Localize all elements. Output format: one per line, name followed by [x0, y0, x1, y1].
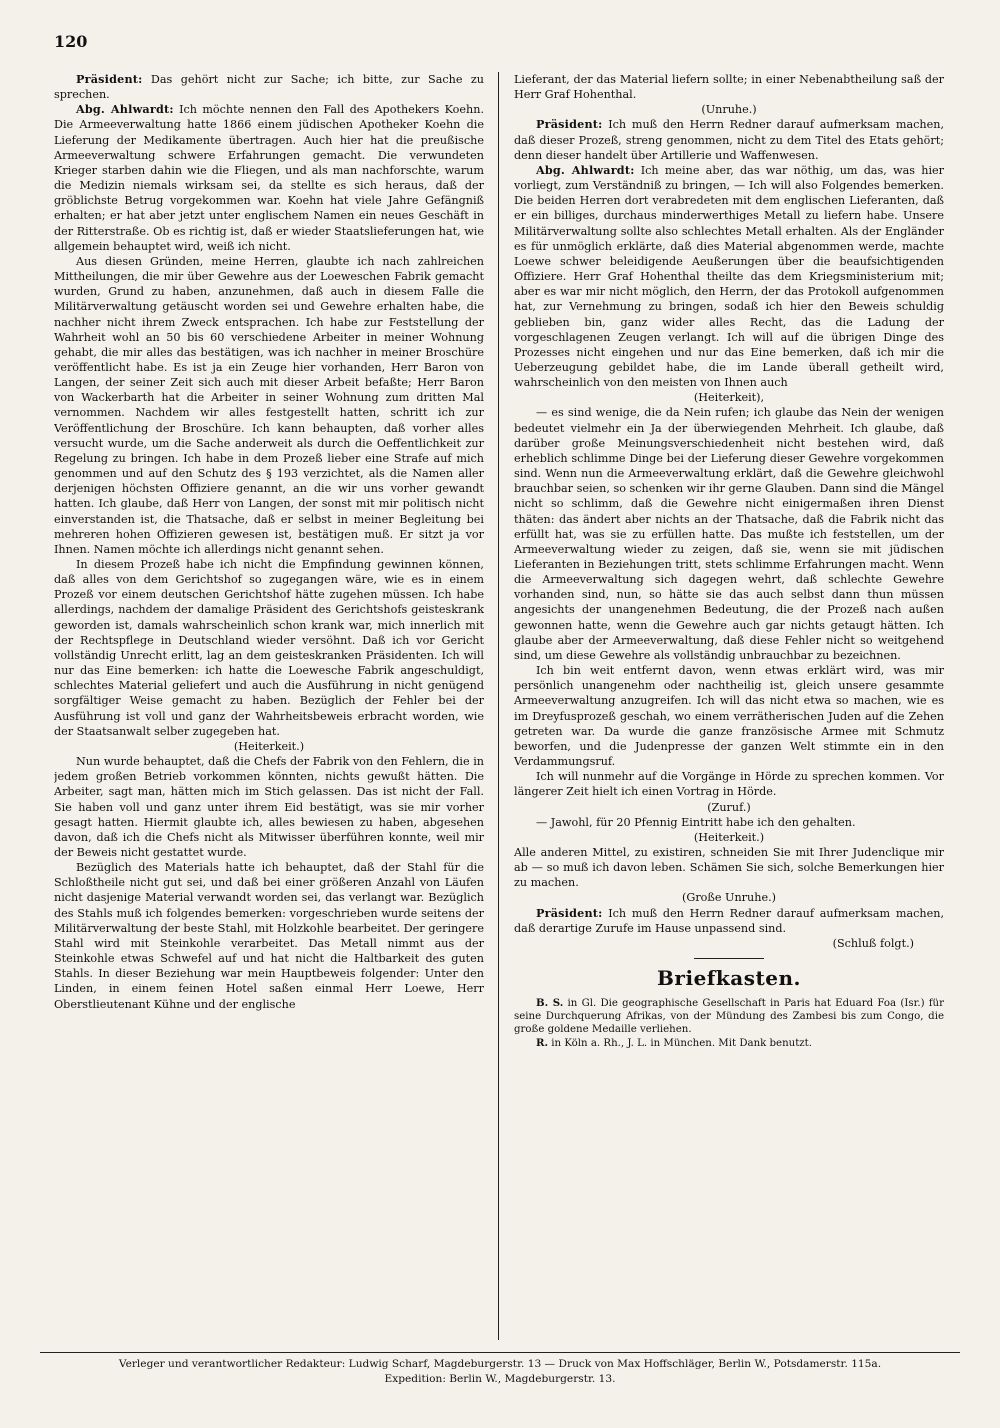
body-paragraph	[54, 557, 484, 739]
paragraph-text: Alle anderen Mittel, zu existiren, schneiden Sie mit Ihrer Judenclique mir ab — so muß ich davon leben. Schämen Sie sich, solche Bemerkungen hier zu machen.	[514, 845, 944, 890]
briefkasten-entry	[514, 1037, 944, 1050]
imprint-line-expedition: Expedition: Berlin W., Magdeburgerstr. 13.	[384, 1373, 616, 1385]
imprint-footer	[40, 1352, 960, 1387]
speaker-name: Abg. Ahlwardt:	[536, 162, 635, 177]
body-paragraph	[514, 769, 944, 799]
body-paragraph	[514, 663, 944, 769]
interjection: (Große Unruhe.)	[682, 891, 776, 905]
paragraph-text: Lieferant, der das Material liefern sollte; in einer Nebenabtheilung saß der Herr Graf Hohenthal.	[514, 73, 944, 102]
paragraph-text: Ich will nunmehr auf die Vorgänge in Hörde zu sprechen kommen. Vor längerer Zeit hielt ich einen Vortrag in Hörde.	[514, 770, 944, 799]
right-column	[514, 72, 944, 1334]
left-column	[54, 72, 484, 1334]
imprint-line-publisher: Verleger und verantwortlicher Redakteur: Ludwig Scharf, Magdeburgerstr. 13 — Druck von Max Hoffschläger, Berlin W., Potsdamerstr. 115a.	[118, 1358, 882, 1370]
section-rule	[694, 958, 764, 959]
continued-note: (Schluß folgt.)	[832, 936, 914, 950]
paragraph-text: Ich möchte nennen den Fall des Apothekers Koehn. Die Armeeverwaltung hatte 1866 einem jüdischen Apotheker Koehn die Lieferung der Medikamente übertragen. Auch hier hat die preußische Armeeverwaltung schwere Erfahrungen gemacht. Die verwundeten Krieger starben dahin wie die Fliegen, und als man nachforschte, warum die Medizin niemals wirksam sei, da stellte es sich heraus, daß der gröblichste Betrug vorgekommen war. Koehn hat viele Jahre Gefängniß erhalten; er hat aber jetzt unter englischem Namen ein neues Geschäft in der Ritterstraße. Ob es richtig ist, daß er wieder Staatslieferungen hat, wie allgemein behauptet wird, weiß ich nicht.	[54, 103, 484, 253]
paragraph-text: — es sind wenige, die da Nein rufen; ich glaube das Nein der wenigen bedeutet vielmehr ein Ja der überwiegenden Mehrheit. Ich glaube, daß darüber große Meinungsverschiedenheit nicht bestehen wird, daß erheblich schlimme Dinge bei der Lieferung dieser Gewehre vorgekommen sind. Wenn nun die Armeeverwaltung erklärt, daß die Gewehre gleichwohl brauchbar seien, so schenken wir ihr gerne Glauben. Dann sind die Mängel nicht so schlimm, daß die Gewehre nicht einigermaßen ihren Dienst thäten: das ändert aber nichts an der Thatsache, daß die Fabrik nicht das erfüllt hat, was sie zu erfüllen hatte. Das mußte ich feststellen, um der Armeeverwaltung wieder zu zeigen, daß sie, wenn sie mit jüdischen Lieferanten in Beziehungen tritt, stets schlimme Erfahrungen macht. Wenn die Armeeverwaltung sich dagegen wehrt, daß schlechte Gewehre vorhanden sind, nun, so hätte sie das auch selbst dann thun müssen angesichts der unangenehmen Bedeutung, die der Prozeß nach außen gewonnen hatte, wenn die Gewehre auch gar nichts getaugt hätten. Ich glaube aber der Armeeverwaltung, daß diese Fehler nicht so weitgehend sind, um diese Gewehre als vollständig unbrauchbar zu bezeichnen.	[514, 406, 944, 662]
briefkasten-title: Briefkasten.	[657, 966, 801, 991]
correspondent-code: B. S.	[536, 997, 564, 1010]
body-paragraph	[514, 72, 944, 102]
body-paragraph	[54, 254, 484, 557]
body-paragraph	[514, 405, 944, 663]
interjection: (Heiterkeit.)	[693, 830, 765, 844]
entry-text: in Gl. Die geographische Gesellschaft in Paris hat Eduard Foa (Isr.) für seine Durchquerung Afrikas, von der Mündung des Zambesi bis zum Congo, die große goldene Medaille verliehen.	[514, 998, 944, 1036]
briefkasten-entry	[514, 997, 944, 1037]
speech-paragraph	[514, 906, 944, 936]
entry-text: in Köln a. Rh., J. L. in München. Mit Dank benutzt.	[551, 1037, 813, 1049]
body-paragraph	[514, 815, 944, 830]
interjection: (Heiterkeit.)	[233, 739, 305, 753]
paragraph-text: Ich bin weit entfernt davon, wenn etwas erklärt wird, was mir persönlich unangenehm oder nachtheilig ist, gleich unsere gesammte Armeeverwaltung anzugreifen. Ich will das nicht etwa so machen, wie es im Dreyfusprozeß geschah, wo einem verrätherischen Juden auf die Zehen getreten war. Da wurde die ganze französische Armee mit Schmutz beworfen, und die Judenpresse der ganzen Welt stimmte ein in den Verdammungsruf.	[514, 664, 944, 769]
body-paragraph	[514, 845, 944, 890]
correspondent-code: R.	[536, 1036, 549, 1049]
paragraph-text: Das gehört nicht zur Sache; ich bitte, zur Sache zu sprechen.	[54, 73, 484, 102]
interjection: (Zuruf.)	[707, 800, 751, 814]
speaker-name: Abg. Ahlwardt:	[76, 102, 174, 117]
interjection: (Unruhe.)	[701, 103, 757, 117]
speech-paragraph	[54, 102, 484, 254]
body-paragraph	[54, 860, 484, 1012]
paragraph-text: Aus diesen Gründen, meine Herren, glaubte ich nach zahlreichen Mittheilungen, die mir über Gewehre aus der Loeweschen Fabrik gemacht wurden, Grund zu haben, anzunehmen, daß auch in diesem Falle die Militärverwaltung getäuscht worden sei und Gewehre erhalten habe, die nachher nicht ihrem Zweck entsprachen. Ich habe zur Feststellung der Wahrheit wohl an 50 bis 60 verschiedene Arbeiter in meiner Wohnung gehabt, die mir alles das bestätigen, was ich nachher in meiner Broschüre veröffentlicht habe. Es ist ja ein Zeuge hier vorhanden, Herr Baron von Langen, der seiner Zeit sich auch mit dieser Arbeit befaßte; Herr Baron von Wackerbarth hat die Arbeiter in seiner Wohnung zum dritten Mal vernommen. Nachdem wir alles festgestellt hatten, schritt ich zur Veröffentlichung der Broschüre. Ich kann behaupten, daß vorher alles versucht wurde, um die Sache anderweit als durch die Oeffentlichkeit zur Regelung zu bringen. Ich habe in dem Prozeß lieber eine Strafe auf mich genommen und auf den Schutz des § 193 verzichtet, als die Namen aller derjenigen höchsten Offiziere genannt, an die wir uns vorher gewandt hatten. Ich glaube, daß Herr von Langen, der sonst mit mir politisch nicht einverstanden ist, die Thatsache, daß er selbst in meiner Begleitung bei mehreren hohen Offizieren gewesen ist, bestätigen muß. Er sitzt ja vor Ihnen. Namen möchte ich allerdings nicht genannt sehen.	[54, 254, 484, 556]
paragraph-text: Bezüglich des Materials hatte ich behauptet, daß der Stahl für die Schloßtheile nicht gut sei, und daß bei einer größeren Anzahl von Läufen nicht dasjenige Material verwandt worden sei, das verlangt war. Bezüglich des Stahls muß ich folgendes bemerken: vorgeschrieben wurde seitens der Militärverwaltung der beste Stahl, mit Holzkohle bearbeitet. Der geringere Stahl wird mit Steinkohle verarbeitet. Das Metall nimmt aus der Steinkohle etwas Schwefel auf und hat nicht die Haltbarkeit des guten Stahls. In dieser Beziehung war mein Hauptbeweis folgender: Unter den Linden, in einem feinen Hotel saßen einmal Herr Loewe, Herr Oberstlieutenant Kühne und der englische	[54, 861, 484, 1011]
speaker-name: Präsident:	[76, 72, 143, 86]
body-paragraph	[54, 754, 484, 860]
speaker-name: Präsident:	[536, 117, 603, 132]
page-number: 120	[54, 32, 88, 51]
paragraph-text: In diesem Prozeß habe ich nicht die Empfindung gewinnen können, daß alles von dem Gerichtshof so zugegangen wäre, wie es in einem Prozeß vor einem deutschen Gerichtshof hätte zugehen müssen. Ich habe allerdings, nachdem der damalige Präsident des Gerichtshofs geisteskrank geworden ist, damals wahrscheinlich schon krank war, mich innerlich mit der Rechtspflege in Deutschland wieder versöhnt. Daß ich vor Gericht vollständig Unrecht erlitt, lag an dem geisteskranken Präsidenten. Ich will nur das Eine bemerken: ich hatte die Loewesche Fabrik angeschuldigt, schlechtes Material geliefert und auch die Ausführung in nicht genügend sorgfältiger Weise gemacht zu haben. Bezüglich der Fehler bei der Ausführung ist voll und ganz der Wahrheitsbeweis erbracht worden, wie der Staatsanwalt selber zugegeben hat.	[54, 558, 484, 738]
speech-paragraph	[54, 72, 484, 102]
paragraph-text: Ich muß den Herrn Redner darauf aufmerksam machen, daß derartige Zurufe im Hause unpassend sind.	[514, 906, 944, 935]
speech-paragraph	[514, 163, 944, 390]
column-divider	[498, 72, 499, 1340]
paragraph-text: — Jawohl, für 20 Pfennig Eintritt habe ich den gehalten.	[536, 815, 856, 829]
paragraph-text: Ich muß den Herrn Redner darauf aufmerksam machen, daß dieser Prozeß, streng genommen, nicht zu dem Titel des Etats gehört; denn dieser handelt über Artillerie und Waffenwesen.	[514, 118, 944, 162]
speech-paragraph	[514, 117, 944, 162]
paragraph-text: Nun wurde behauptet, daß die Chefs der Fabrik von den Fehlern, die in jedem großen Betrieb vorkommen könnten, nichts gewußt hätten. Die Arbeiter, sagt man, hätten mich im Stich gelassen. Das ist nicht der Fall. Sie haben voll und ganz unter ihrem Eid bestätigt, was sie mir vorher gesagt hatten. Hiermit glaubte ich, alles bewiesen zu haben, abgesehen davon, daß ich die Chefs nicht als Mitwisser überführen konnte, weil mir der Beweis nicht gestattet wurde.	[54, 755, 484, 859]
speaker-name: Präsident:	[536, 905, 603, 920]
interjection: (Heiterkeit),	[693, 391, 765, 405]
paragraph-text: Ich meine aber, das war nöthig, um das, was hier vorliegt, zum Verständniß zu bringen, — Ich will also Folgendes bemerken. Die beiden Herren dort verabredeten mit dem englischen Lieferanten, daß er ein billiges, durchaus minderwerthiges Metall zu liefern habe. Unsere Militärverwaltung sollte also schlechtes Metall erhalten. Als der Engländer es für unmöglich erklärte, daß dies Material abgenommen werde, machte Loewe schwer beleidigende Aeußerungen über die beaufsichtigenden Offiziere. Herr Graf Hohenthal theilte das dem Kriegsministerium mit; aber es war mir nicht möglich, den Herrn, der das Protokoll aufgenommen hat, zur Vernehmung zu bringen, sodaß ich hier den Beweis schuldig geblieben bin, ganz wider alles Recht, das die Ladung der vorgeschlagenen Zeugen verlangt. Ich will auf die übrigen Dinge des Prozesses nicht eingehen und nur das Eine bemerken, daß ich mir die Ueberzeugung gebildet habe, die im Lande überall getheilt wird, wahrscheinlich von den meisten von Ihnen auch	[514, 163, 944, 390]
